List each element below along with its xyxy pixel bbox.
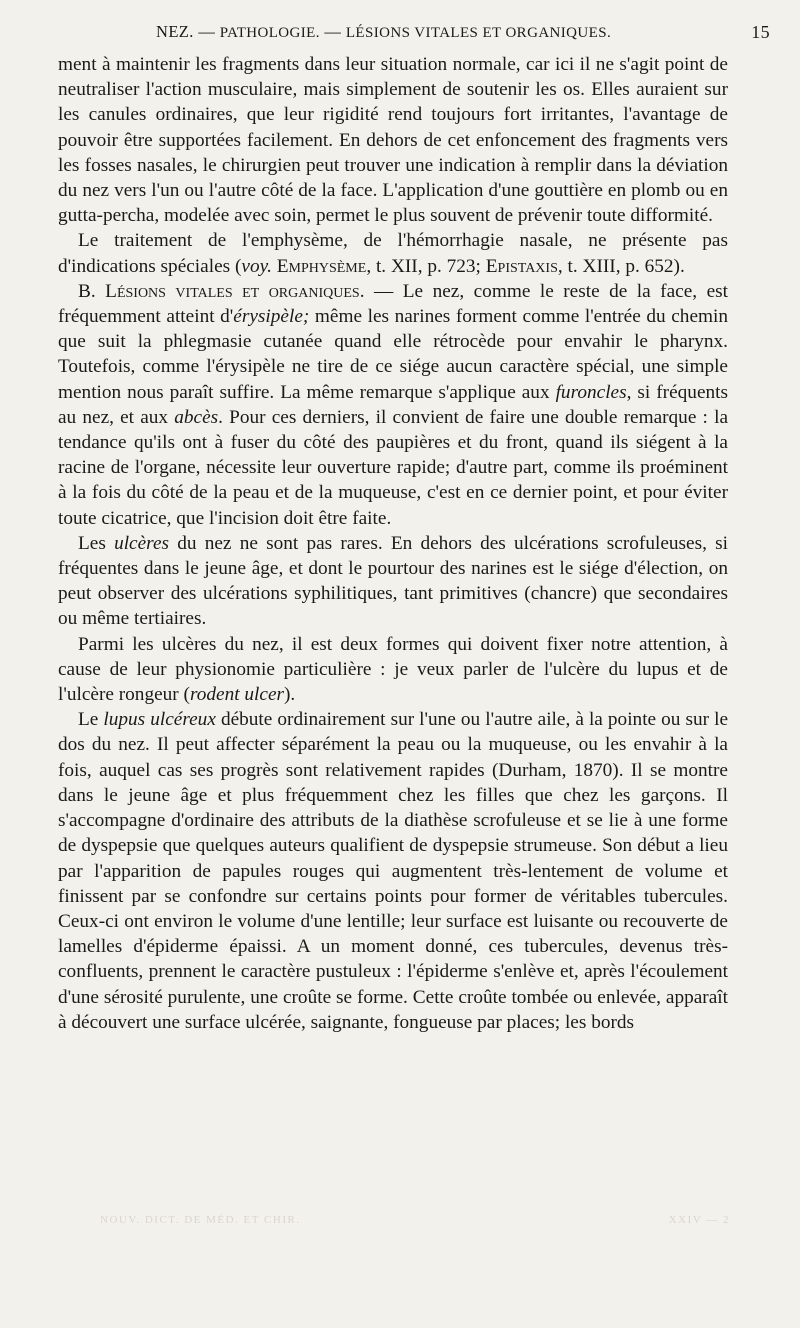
p3-text-3: même les narines forment comme l'entrée du chemin que suit la phlegmasie cutanée quand elle rétrocède pour envahir le pharynx. Toutefois, comme l'érysipèle ne tire de ce siége aucun caractère spécial, une simple mention nous paraît suffire. La même remarque s'applique aux	[58, 306, 728, 403]
footer-signature-right: XXIV — 2	[668, 1214, 730, 1226]
paragraph-5	[58, 632, 728, 708]
paragraph-4	[58, 531, 728, 632]
header-dash-1: —	[198, 22, 216, 41]
p6-text-2: débute ordinairement sur l'une ou l'autre aile, à la pointe ou sur le dos du nez. Il peut affecter séparément la peau ou la muqueuse, ou les envahir à la fois, auquel cas ses progrès sont relativement rapides (Durham, 1870). Il se montre dans le jeune âge et plus fréquemment chez les filles que chez les garçons. Il s'accompagne d'ordinaire des attributs de la diathèse scrofuleuse et se lie à une forme de dyspepsie que quelques auteurs qualifient de dyspepsie strumeuse. Son début a lieu par l'apparition de papules rouges qui augmentent très-lentement de volume et finissent par se confondre sur certains points pour former de véritables tubercules. Ceux-ci ont environ le volume d'une lentille; leur surface est luisante ou recouverte de lamelles d'épiderme épaissi. A un moment donné, ces tubercules, devenus très-confluents, prennent le caractère pustuleux : l'épiderme s'enlève et, après l'écoulement d'une sérosité purulente, une croûte se forme. Cette croûte tombée ou enlevée, apparaît à découvert une surface ulcérée, saignante, fongueuse par places; les bords	[58, 709, 729, 1033]
p2-text-4: , t. XIII, p. 652).	[557, 255, 685, 277]
paragraph-2	[58, 228, 728, 278]
header-dash-2: —	[324, 22, 342, 41]
p3-abces: abcès	[174, 406, 219, 428]
p3-text-2: . — Le nez, comme le reste de la face, est fréquemment atteint d'	[58, 280, 728, 328]
p3-erysipele: érysipèle;	[233, 306, 310, 328]
p6-text-1: Le	[78, 709, 104, 731]
section-heading-lesions: Lésions vitales et organiques	[105, 280, 360, 302]
p3-text-1: B.	[78, 280, 106, 302]
header-pathologie: PATHOLOGIE.	[219, 25, 320, 41]
p4-ulceres: ulcères	[114, 532, 170, 554]
footer-signature-left: NOUV. DICT. DE MÉD. ET CHIR.	[100, 1214, 301, 1226]
p3-text-4: , si fréquents au nez, et aux	[58, 381, 729, 428]
paragraph-1-text: ment à maintenir les fragments dans leur situation normale, car ici il ne s'agit point de neutraliser l'action musculaire, mais simplement de soutenir les os. Elles auraient sur les canules ordinaires, que leur rigidité rend toujours fort irritantes, l'avantage de pouvoir être supportées facilement. En dehors de cet enfoncement des fragments vers les fosses nasales, le chirurgien peut trouver une indication à remplir dans la déviation du nez vers l'un ou l'autre côté de la face. L'application d'une gouttière en plomb ou en gutta-percha, modelée avec soin, permet le plus souvent de prévenir toute difformité.	[58, 54, 728, 227]
header-lesions: LÉSIONS VITALES ET ORGANIQUES.	[345, 25, 612, 41]
p2-epistaxis-ref: Epistaxis	[485, 255, 558, 277]
p2-voy: voy.	[241, 255, 272, 277]
p4-text-1: Les	[78, 532, 115, 554]
paragraph-6	[58, 707, 728, 1035]
paragraph-3	[58, 279, 728, 531]
p3-text-5: . Pour ces derniers, il convient de faire une double remarque : la tendance qu'ils ont à fuser du côté des paupières et du front, quand ils siégent à la racine de l'organe, nécessite leur ouverture rapide; d'autre part, comme ils proéminent à la fois du côté de la peau et de la muqueuse, c'est en ce dernier point, et pour éviter toute cicatrice, que l'incision doit être faite.	[58, 406, 729, 529]
p5-text-1: Parmi les ulcères du nez, il est deux formes qui doivent fixer notre attention, à cause de leur physionomie particulière : je veux parler de l'ulcère du lupus et de l'ulcère rongeur (	[58, 633, 728, 706]
page-number: 15	[751, 22, 770, 42]
p2-emphyseme-ref: Emphysème	[276, 255, 367, 277]
p2-text-1: Le traitement de l'emphysème, de l'hémorrhagie nasale, ne présente pas d'indications spéciales (	[58, 230, 728, 277]
p6-lupus-ulcereux: lupus ulcéreux	[103, 709, 216, 731]
p5-rodent-ulcer: rodent ulcer	[189, 684, 285, 706]
running-header	[58, 20, 770, 44]
p2-text-3: , t. XII, p. 723;	[366, 255, 486, 277]
page-footer	[100, 1214, 730, 1234]
body-text	[58, 52, 728, 1035]
header-nez: NEZ.	[156, 22, 194, 41]
paragraph-1	[58, 52, 728, 228]
p5-text-2: ).	[284, 684, 296, 706]
p3-furoncles: furoncles	[555, 381, 627, 403]
p4-text-2: du nez ne sont pas rares. En dehors des ulcérations scrofuleuses, si fréquentes dans le jeune âge, et dont le pourtour des narines est le siége d'élection, on peut observer des ulcérations syphilitiques, tant primitives (chancre) que secondaires ou même tertiaires.	[58, 532, 728, 630]
running-title	[156, 22, 611, 42]
